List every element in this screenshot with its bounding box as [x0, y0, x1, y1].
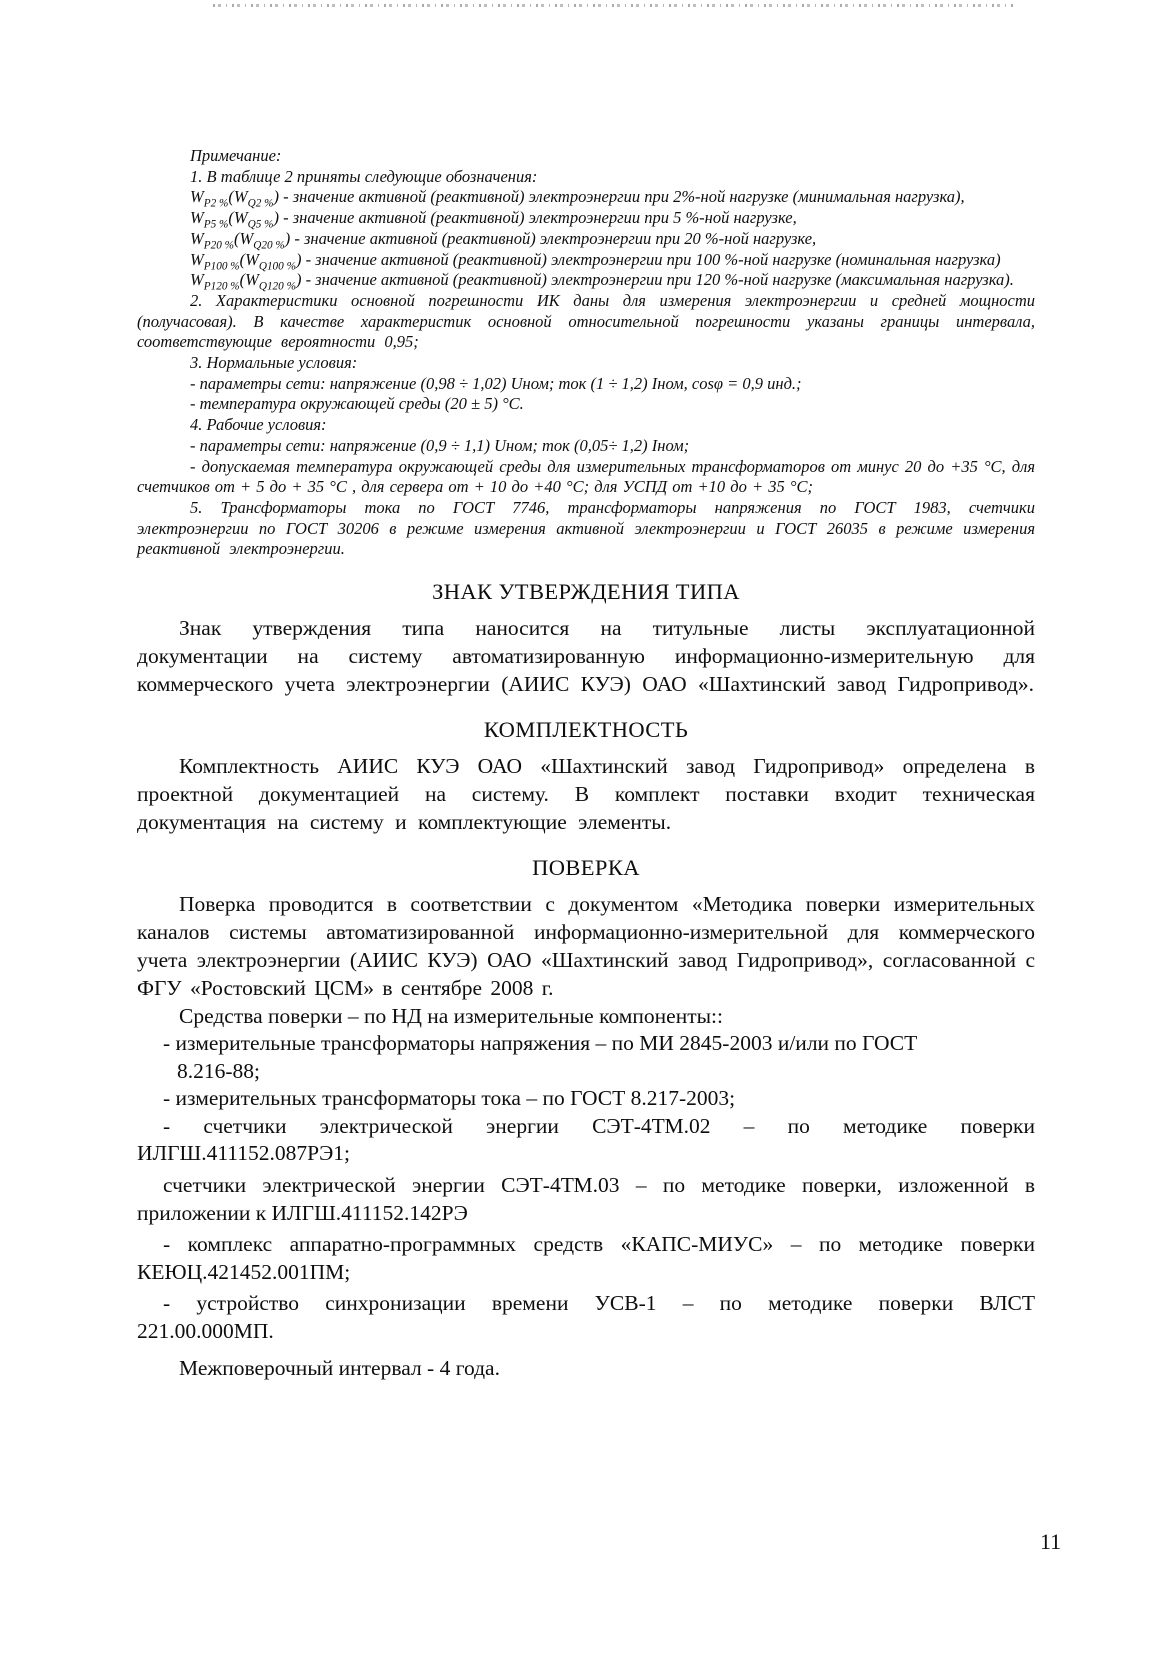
- w-symbol: W: [190, 270, 204, 290]
- w-open: (W: [239, 270, 259, 290]
- w-designation-2pct: [137, 187, 1035, 208]
- w-sub-q: Q2 %: [247, 197, 274, 210]
- w-symbol: W: [190, 228, 204, 248]
- w-sub-p: P100 %: [203, 259, 240, 272]
- w-symbol: W: [190, 249, 204, 269]
- verification-interval: Межповерочный интервал - 4 года.: [179, 1355, 500, 1380]
- note-item-4-sub-2: - допускаемая температура окружающей среды для измерительных трансформаторов от минус 20 до +35 °С, для счетчиков от + 5 до + 35 °С , для сервера от + 10 до +40 °С; для УСПД от +10 до + 35 °С;: [137, 456, 1035, 497]
- w-close: ): [273, 187, 279, 207]
- w-definition: - значение активной (реактивной) электроэнергии при 120 %-ной нагрузке (максимальная нагрузка).: [305, 270, 1014, 290]
- w-sub-q: Q5 %: [247, 218, 274, 231]
- verification-item-kaps-mius: - комплекс аппаратно-программных средств «КАПС-МИУС» – по методике поверки: [163, 1232, 1035, 1257]
- w-symbol: W: [190, 208, 204, 228]
- w-close: ): [273, 208, 279, 228]
- w-open: (W: [233, 228, 254, 248]
- verification-section: [137, 854, 1035, 1382]
- w-definition: - значение активной (реактивной) электроэнергии при 2%-ной нагрузке (минимальная нагрузка),: [283, 187, 965, 207]
- verification-item-meter-set4tm03-cont: приложении к ИЛГШ.411152.142РЭ: [137, 1200, 468, 1225]
- note-item-3-sub-1: - параметры сети: напряжение (0,98 ÷ 1,02) Uном; ток (1 ÷ 1,2) Iном, cosφ = 0,9 инд.;: [190, 373, 802, 393]
- w-sub-p: P2 %: [203, 197, 229, 210]
- note-item-5: 5. Трансформаторы тока по ГОСТ 7746, трансформаторы напряжения по ГОСТ 1983, счетчики электроэнергии по ГОСТ 30206 в режиме измерения активной электроэнергии и ГОСТ 26035 в режиме измерения реактивной электроэнергии.: [137, 497, 1035, 559]
- w-close: ): [284, 228, 291, 248]
- verification-item-voltage-transformers-cont: 8.216-88;: [177, 1058, 261, 1083]
- w-definition: - значение активной (реактивной) электроэнергии при 20 %-ной нагрузке,: [294, 228, 817, 248]
- notes-section: [137, 146, 1035, 560]
- note-item-2: 2. Характеристики основной погрешности ИК даны для измерения электроэнергии и средней мощности (получасовая). В качестве характеристик основной относительной погрешности указаны границы интервала, соответствующие вероятности 0,95;: [137, 290, 1035, 352]
- verification-item-meter-set4tm02-cont: ИЛГШ.411152.087РЭ1;: [137, 1141, 351, 1166]
- note-item-1: 1. В таблице 2 приняты следующие обозначения:: [190, 166, 538, 186]
- note-item-3-sub-2: - температура окружающей среды (20 ± 5) °С.: [190, 394, 524, 414]
- w-open: (W: [228, 187, 248, 207]
- w-sub-q: Q100 %: [258, 259, 296, 272]
- w-sub-p: P5 %: [203, 218, 229, 231]
- verification-means-line: Средства поверки – по НД на измерительные компоненты::: [179, 1004, 723, 1029]
- verification-item-usv1-cont: 221.00.000МП.: [137, 1319, 274, 1343]
- completeness-heading: КОМПЛЕКТНОСТЬ: [483, 717, 689, 743]
- note-item-3: 3. Нормальные условия:: [190, 353, 358, 373]
- w-designation-100pct: [137, 250, 1035, 271]
- w-symbol: W: [190, 187, 204, 207]
- verification-item-meter-set4tm03: счетчики электрической энергии СЭТ-4ТМ.03 – по методике поверки, изложенной в: [163, 1173, 1035, 1198]
- w-designation-120pct: [137, 270, 1035, 291]
- verification-item-voltage-transformers: - измерительные трансформаторы напряжения – по МИ 2845-2003 и/или по ГОСТ: [163, 1031, 918, 1056]
- verification-heading: ПОВЕРКА: [532, 855, 640, 881]
- note-item-4-sub-1: - параметры сети: напряжение (0,9 ÷ 1,1) Uном; ток (0,05÷ 1,2) Iном;: [190, 435, 690, 455]
- w-open: (W: [239, 249, 259, 269]
- w-sub-p: P20 %: [203, 239, 234, 252]
- verification-paragraph-1: Поверка проводится в соответствии с документом «Методика поверки измерительных каналов системы автоматизированной информационно-измерительной для коммерческого учета электроэнергии (АИИС КУЭ) ОАО «Шахтинский завод Гидропривод», согласованной с ФГУ «Ростовский ЦСМ» в сентябре 2008 г.: [137, 892, 1035, 1001]
- type-approval-heading: ЗНАК УТВЕРЖДЕНИЯ ТИПА: [432, 579, 740, 605]
- verification-item-current-transformers: - измерительных трансформаторы тока – по ГОСТ 8.217-2003;: [163, 1086, 736, 1111]
- page-number: 11: [1040, 1529, 1062, 1554]
- w-close: ): [295, 270, 302, 290]
- type-approval-section: [137, 578, 1035, 698]
- w-sub-p: P120 %: [203, 280, 240, 293]
- note-item-4: 4. Рабочие условия:: [190, 415, 327, 435]
- notes-heading: Примечание:: [190, 146, 282, 165]
- verification-item-usv1: - устройство синхронизации времени УСВ-1 – по методике поверки ВЛСТ: [163, 1291, 1035, 1316]
- w-sub-q: Q20 %: [253, 239, 285, 252]
- page-content: [137, 0, 1035, 1382]
- w-designation-20pct: [137, 229, 1035, 250]
- type-approval-body: Знак утверждения типа наносится на титульные листы эксплуатационной документации на систему автоматизированную информационно-измерительную для коммерческого учета электроэнергии (АИИС КУЭ) ОАО «Шахтинский завод Гидропривод».: [137, 616, 1035, 697]
- w-designation-5pct: [137, 208, 1035, 229]
- w-sub-q: Q120 %: [258, 280, 296, 293]
- w-close: ): [295, 249, 302, 269]
- verification-item-meter-set4tm02: - счетчики электрической энергии СЭТ-4ТМ.02 – по методике поверки: [163, 1113, 1035, 1138]
- completeness-body: Комплектность АИИС КУЭ ОАО «Шахтинский завод Гидропривод» определена в проектной документацией на систему. В комплект поставки входит техническая документация на систему и комплектующие элементы.: [137, 754, 1035, 835]
- completeness-section: [137, 716, 1035, 836]
- w-definition: - значение активной (реактивной) электроэнергии при 5 %-ной нагрузке,: [283, 208, 797, 228]
- verification-item-kaps-mius-cont: КЕЮЦ.421452.001ПМ;: [137, 1259, 351, 1284]
- w-definition: - значение активной (реактивной) электроэнергии при 100 %-ной нагрузке (номинальная нагрузка): [305, 249, 1001, 269]
- w-open: (W: [228, 208, 248, 228]
